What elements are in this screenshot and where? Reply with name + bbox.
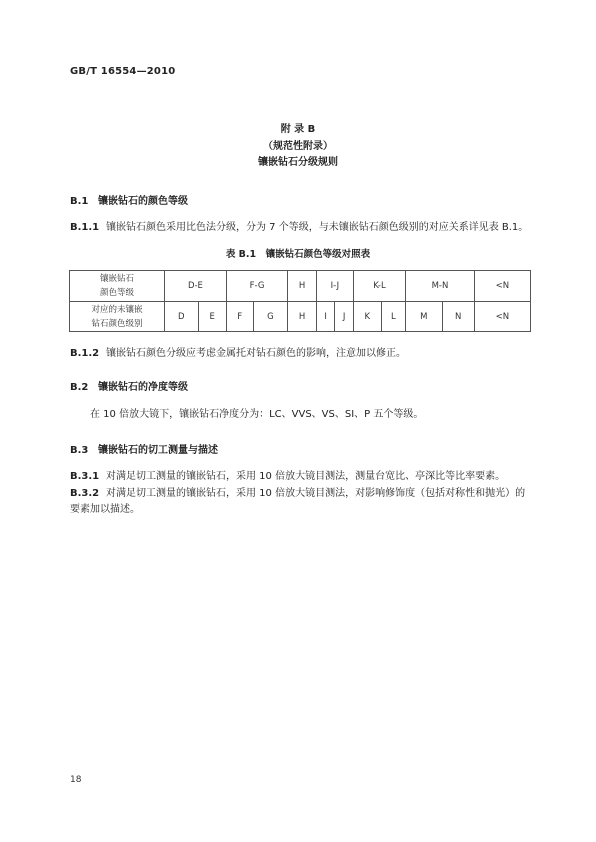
table-cell: F-G (226, 271, 287, 302)
paragraph-b12 (70, 346, 540, 362)
row-header (70, 302, 165, 332)
standard-number: GB/T 16554—2010 (70, 66, 176, 77)
table-cell: E (198, 302, 226, 332)
table-row (70, 302, 531, 332)
row-header-line: 镶嵌钻石 (99, 274, 134, 284)
table-cell: K (353, 302, 381, 332)
section-number: B.1 (70, 196, 89, 207)
section-b2-heading (70, 378, 188, 393)
section-b3-heading (70, 441, 218, 456)
section-title: 镶嵌钻石的切工测量与描述 (98, 445, 218, 456)
table-cell: I (316, 302, 335, 332)
table-cell: G (253, 302, 288, 332)
row-header-line: 颜色等级 (99, 288, 134, 298)
row-header (70, 271, 165, 302)
table-cell: K-L (353, 271, 405, 302)
clause-text: 镶嵌钻石颜色分级应考虑金属托对钻石颜色的影响，注意加以修正。 (106, 348, 406, 359)
appendix-title: 附 录 B (280, 124, 316, 135)
table-cell: F (226, 302, 253, 332)
paragraph-b32 (70, 486, 550, 502)
table-cell: I-J (316, 271, 353, 302)
clause-text: 镶嵌钻石颜色采用比色法分级，分为 7 个等级，与未镶嵌钻石颜色级别的对应关系详见表 B.1。 (106, 222, 529, 233)
table-cell: H (288, 302, 317, 332)
table-cell: <N (474, 271, 530, 302)
appendix-name: 镶嵌钻石分级规则 (258, 157, 338, 168)
table-cell: D-E (165, 271, 227, 302)
table-cell: N (442, 302, 474, 332)
table-cell: D (165, 302, 199, 332)
clause-number: B.3.2 (70, 488, 100, 499)
section-number: B.2 (70, 382, 89, 393)
table-cell: <N (474, 302, 530, 332)
appendix-type: （规范性附录） (263, 141, 333, 152)
table-row (70, 271, 531, 302)
table-cell: M (406, 302, 443, 332)
table-cell: H (288, 271, 317, 302)
section-title: 镶嵌钻石的净度等级 (98, 382, 188, 393)
paragraph-b32-continued: 要素加以描述。 (70, 504, 140, 515)
clause-text: 对满足切工测量的镶嵌钻石，采用 10 倍放大镜目测法，测量台宽比、亭深比等比率要素。 (106, 471, 506, 482)
section-b1-heading (70, 192, 188, 207)
section-number: B.3 (70, 445, 89, 456)
table-cell: J (335, 302, 354, 332)
paragraph-b2: 在 10 倍放大镜下，镶嵌钻石净度分为：LC、VVS、VS、SI、P 五个等级。 (90, 409, 424, 420)
clause-number: B.1.2 (70, 348, 100, 359)
clause-number: B.3.1 (70, 471, 100, 482)
table-caption: 表 B.1 镶嵌钻石颜色等级对照表 (225, 249, 371, 260)
row-header-line: 对应的未镶嵌 (91, 304, 143, 315)
table-cell: L (381, 302, 405, 332)
table-cell: M-N (406, 271, 475, 302)
section-title: 镶嵌钻石的颜色等级 (98, 196, 188, 207)
page-number: 18 (70, 775, 82, 785)
paragraph-b11 (70, 220, 540, 236)
row-header-line: 钻石颜色级别 (91, 318, 143, 329)
clause-number: B.1.1 (70, 222, 100, 233)
color-grade-table (69, 270, 531, 332)
clause-text: 对满足切工测量的镶嵌钻石，采用 10 倍放大镜目测法，对影响修饰度（包括对称性和抛光）的 (106, 488, 526, 499)
paragraph-b31 (70, 469, 540, 485)
